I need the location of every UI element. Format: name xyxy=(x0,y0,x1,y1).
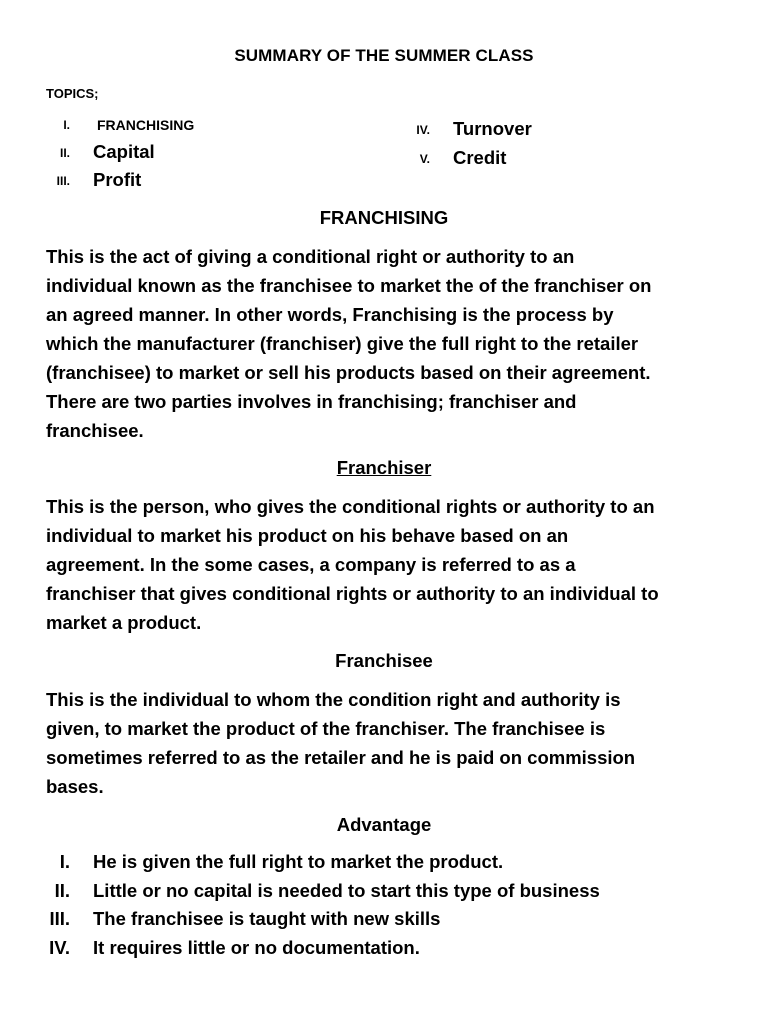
paragraph-line: an agreed manner. In other words, Franchising is the process by xyxy=(46,304,614,325)
paragraph-line: franchisee. xyxy=(46,420,144,441)
document-title: SUMMARY OF THE SUMMER CLASS xyxy=(234,46,534,65)
franchiser-heading: Franchiser xyxy=(336,457,432,478)
topic-text: Capital xyxy=(93,141,155,162)
list-text: The franchisee is taught with new skills xyxy=(93,908,441,929)
paragraph-line: This is the act of giving a conditional right or authority to an xyxy=(46,246,575,267)
topic-text: Credit xyxy=(453,147,507,168)
franchising-paragraph xyxy=(46,242,726,445)
paragraph-line: individual known as the franchisee to market the of the franchiser on xyxy=(46,275,652,296)
list-number: I. xyxy=(59,851,70,872)
paragraph-line: market a product. xyxy=(46,612,202,633)
topic-text: Profit xyxy=(93,169,142,190)
list-number: III. xyxy=(49,908,70,929)
list-text: Little or no capital is needed to start this type of business xyxy=(93,880,600,901)
list-text: He is given the full right to market the product. xyxy=(93,851,504,872)
topic-text: FRANCHISING xyxy=(97,117,195,133)
paragraph-line: bases. xyxy=(46,776,104,797)
paragraph-line: This is the person, who gives the conditional rights or authority to an xyxy=(46,496,655,517)
topic-number: II. xyxy=(59,146,70,160)
paragraph-line: (franchisee) to market or sell his products based on their agreement. xyxy=(46,362,651,383)
list-number: II. xyxy=(54,880,70,901)
topic-number: V. xyxy=(419,152,430,166)
topic-number: I. xyxy=(63,118,70,132)
paragraph-line: which the manufacturer (franchiser) give the full right to the retailer xyxy=(46,333,639,354)
franchisee-heading: Franchisee xyxy=(335,650,433,671)
list-text: It requires little or no documentation. xyxy=(93,937,420,958)
list-number: IV. xyxy=(49,937,70,958)
franchising-heading: FRANCHISING xyxy=(319,207,449,228)
paragraph-line: given, to market the product of the franchiser. The franchisee is xyxy=(46,718,606,739)
paragraph-line: sometimes referred to as the retailer and he is paid on commission xyxy=(46,747,636,768)
paragraph-line: franchiser that gives conditional rights or authority to an individual to xyxy=(46,583,659,604)
franchisee-paragraph xyxy=(46,685,726,801)
topic-text: Turnover xyxy=(453,118,532,139)
topics-label: TOPICS; xyxy=(46,86,99,101)
paragraph-line: This is the individual to whom the condition right and authority is xyxy=(46,689,621,710)
topic-number: III. xyxy=(56,174,70,188)
paragraph-line: individual to market his product on his behave based on an xyxy=(46,525,569,546)
topic-number: IV. xyxy=(416,123,430,137)
paragraph-line: There are two parties involves in franchising; franchiser and xyxy=(46,391,577,412)
franchiser-paragraph xyxy=(46,492,726,637)
advantage-heading: Advantage xyxy=(336,814,432,835)
paragraph-line: agreement. In the some cases, a company is referred to as a xyxy=(46,554,576,575)
